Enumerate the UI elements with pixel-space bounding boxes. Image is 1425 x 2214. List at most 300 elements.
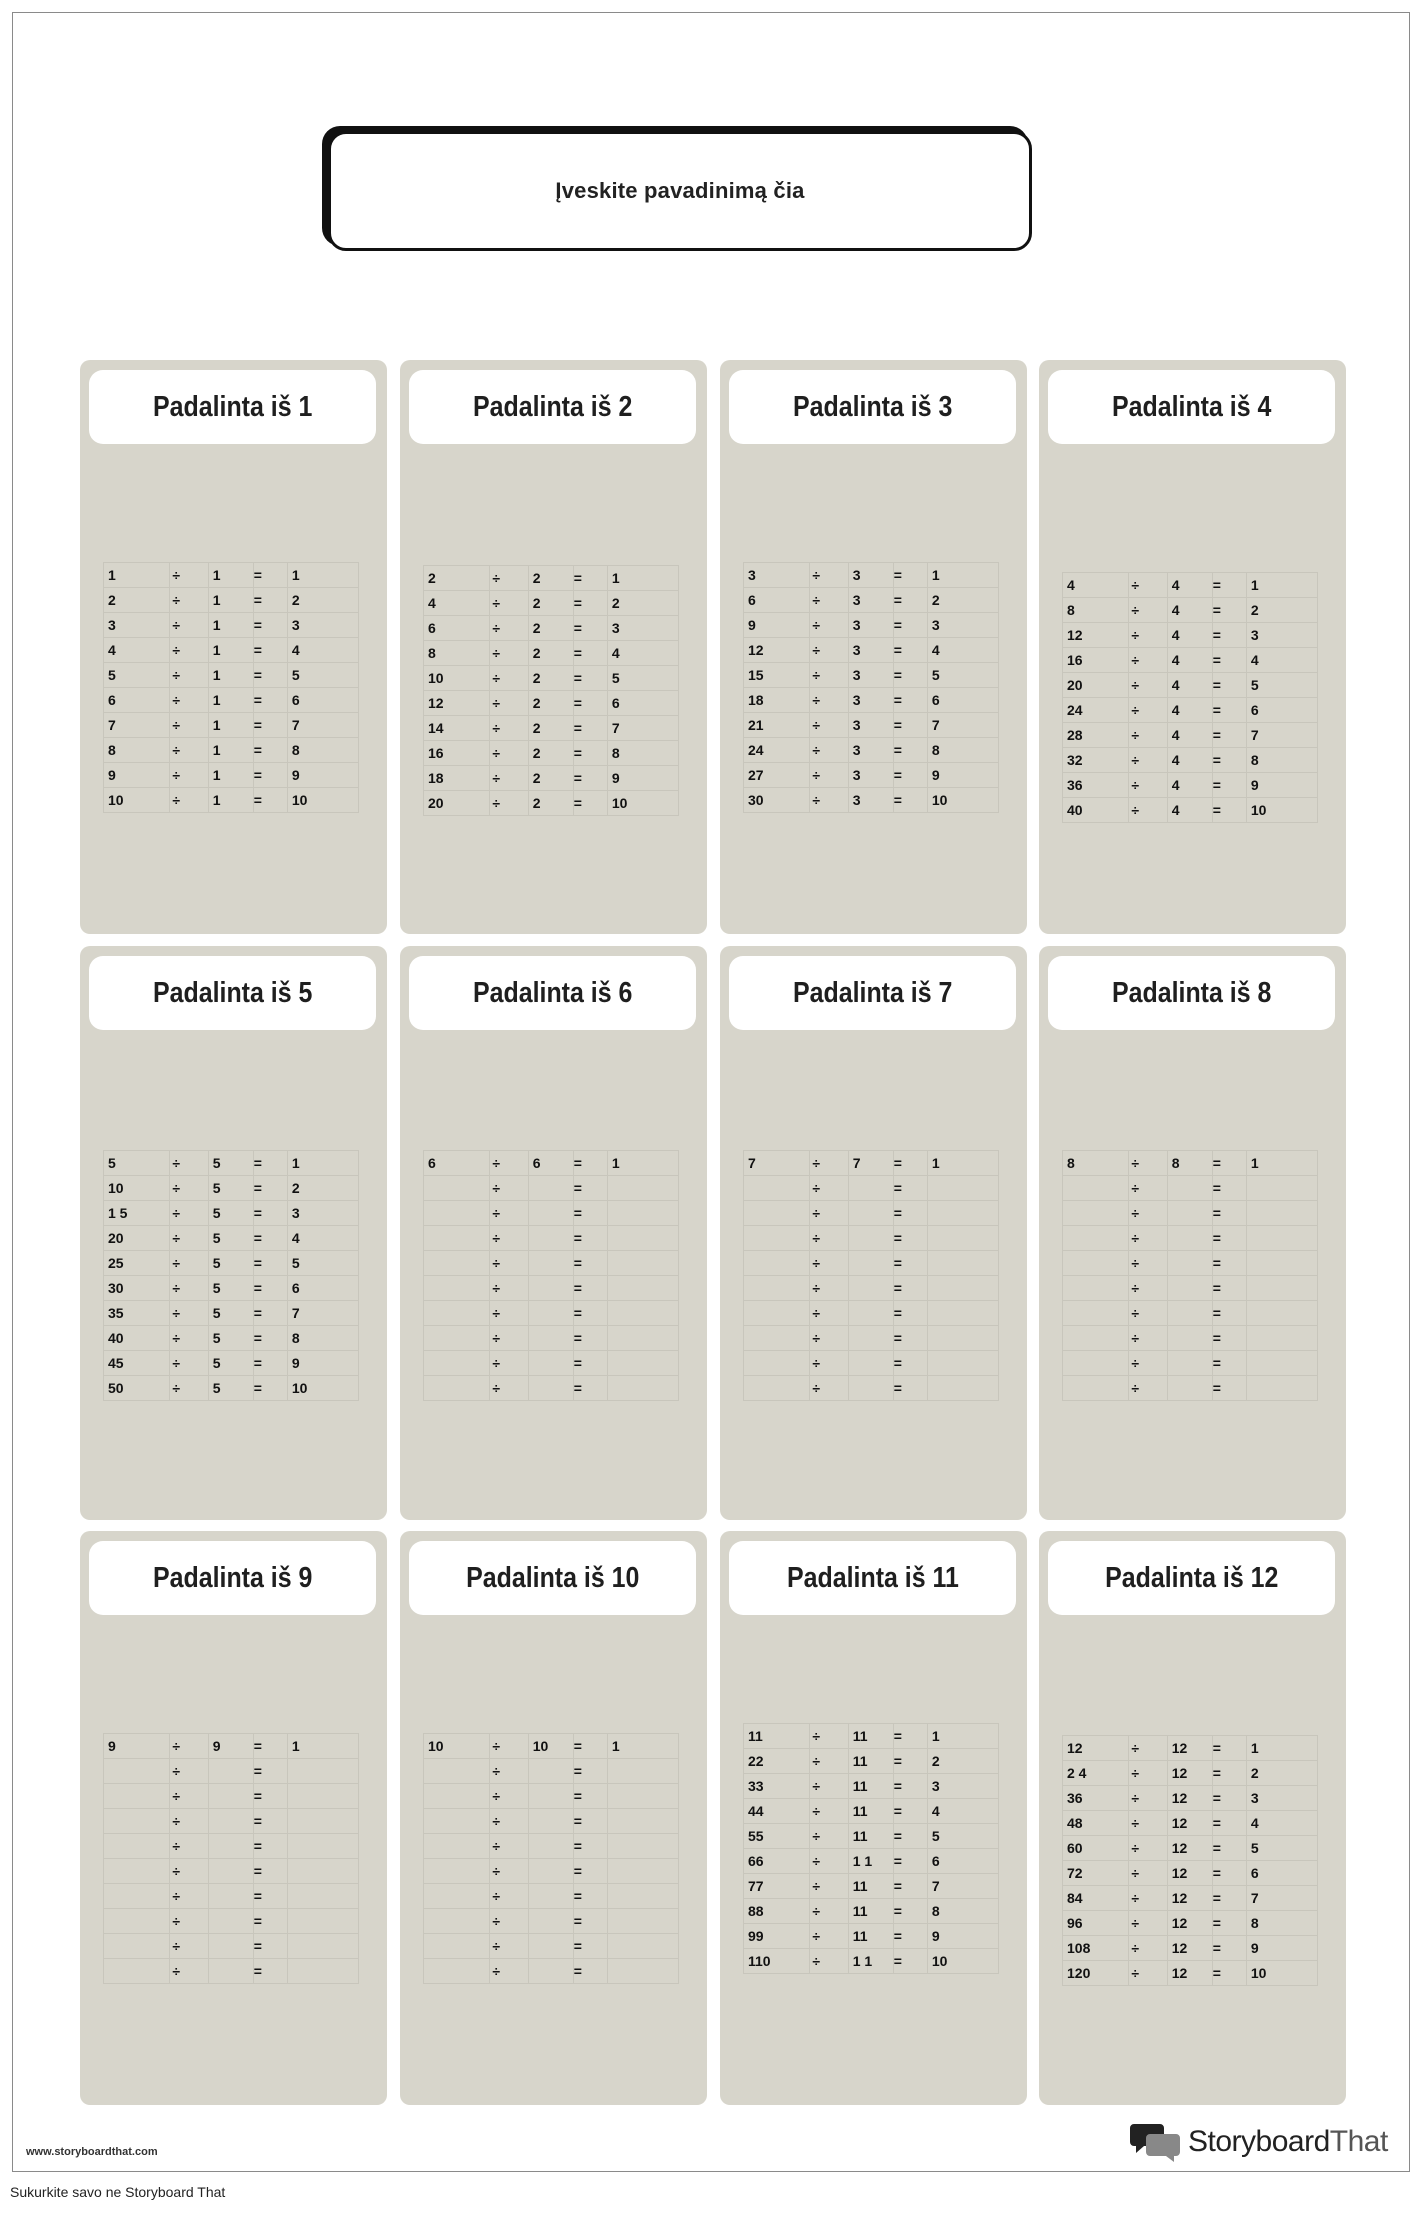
dividend-cell[interactable] [744, 1251, 810, 1276]
card-title[interactable]: Padalinta iš 12 [1104, 1561, 1279, 1594]
divisor-cell[interactable]: 4 [1167, 698, 1212, 723]
dividend-cell[interactable] [104, 1909, 170, 1934]
divisor-cell[interactable]: 8 [1167, 1151, 1212, 1176]
quotient-cell[interactable] [607, 1934, 678, 1959]
dividend-cell[interactable]: 45 [104, 1351, 170, 1376]
card-header[interactable] [729, 956, 1016, 1030]
dividend-cell[interactable]: 9 [104, 763, 170, 788]
divisor-cell[interactable] [848, 1326, 893, 1351]
quotient-cell[interactable]: 10 [927, 788, 998, 813]
dividend-cell[interactable]: 10 [424, 1734, 490, 1759]
divisor-cell[interactable]: 4 [1167, 723, 1212, 748]
footer-url[interactable]: www.storyboardthat.com [26, 2146, 158, 2158]
dividend-cell[interactable] [424, 1301, 490, 1326]
dividend-cell[interactable]: 22 [744, 1749, 810, 1774]
dividend-cell[interactable]: 66 [744, 1849, 810, 1874]
quotient-cell[interactable]: 9 [287, 1351, 358, 1376]
dividend-cell[interactable]: 20 [1063, 673, 1129, 698]
dividend-cell[interactable]: 21 [744, 713, 810, 738]
dividend-cell[interactable]: 6 [424, 1151, 490, 1176]
divisor-cell[interactable] [528, 1326, 573, 1351]
divisor-cell[interactable] [208, 1859, 253, 1884]
storyboardthat-logo[interactable] [1130, 2122, 1388, 2162]
dividend-cell[interactable] [424, 1909, 490, 1934]
dividend-cell[interactable]: 48 [1063, 1811, 1129, 1836]
card-header[interactable] [729, 370, 1016, 444]
divisor-cell[interactable]: 3 [848, 788, 893, 813]
divisor-cell[interactable] [528, 1784, 573, 1809]
card-title[interactable]: Padalinta iš 8 [1111, 976, 1272, 1009]
dividend-cell[interactable]: 18 [744, 688, 810, 713]
dividend-cell[interactable] [744, 1226, 810, 1251]
quotient-cell[interactable] [927, 1351, 998, 1376]
divisor-cell[interactable]: 1 [208, 588, 253, 613]
divisor-cell[interactable]: 12 [1167, 1911, 1212, 1936]
dividend-cell[interactable]: 36 [1063, 773, 1129, 798]
dividend-cell[interactable]: 12 [424, 691, 490, 716]
dividend-cell[interactable]: 8 [1063, 1151, 1129, 1176]
quotient-cell[interactable] [1246, 1176, 1317, 1201]
card-header[interactable] [729, 1541, 1016, 1615]
divisor-cell[interactable] [848, 1201, 893, 1226]
dividend-cell[interactable] [744, 1176, 810, 1201]
divisor-cell[interactable]: 11 [848, 1724, 893, 1749]
quotient-cell[interactable] [607, 1909, 678, 1934]
divisor-cell[interactable] [528, 1201, 573, 1226]
quotient-cell[interactable]: 4 [607, 641, 678, 666]
divisor-cell[interactable]: 3 [848, 638, 893, 663]
quotient-cell[interactable]: 3 [287, 613, 358, 638]
dividend-cell[interactable] [104, 1784, 170, 1809]
divisor-cell[interactable] [1167, 1326, 1212, 1351]
dividend-cell[interactable]: 8 [424, 641, 490, 666]
quotient-cell[interactable]: 2 [927, 1749, 998, 1774]
quotient-cell[interactable]: 7 [927, 713, 998, 738]
divisor-cell[interactable] [848, 1376, 893, 1401]
divisor-cell[interactable]: 5 [208, 1226, 253, 1251]
dividend-cell[interactable]: 36 [1063, 1786, 1129, 1811]
dividend-cell[interactable]: 3 [104, 613, 170, 638]
dividend-cell[interactable]: 40 [1063, 798, 1129, 823]
quotient-cell[interactable]: 1 [607, 1734, 678, 1759]
dividend-cell[interactable] [424, 1934, 490, 1959]
divisor-cell[interactable]: 11 [848, 1774, 893, 1799]
quotient-cell[interactable]: 1 [927, 1724, 998, 1749]
dividend-cell[interactable]: 40 [104, 1326, 170, 1351]
divisor-cell[interactable]: 3 [848, 763, 893, 788]
card-title[interactable]: Padalinta iš 9 [152, 1561, 313, 1594]
quotient-cell[interactable] [607, 1784, 678, 1809]
dividend-cell[interactable]: 12 [744, 638, 810, 663]
divisor-cell[interactable]: 12 [1167, 1736, 1212, 1761]
dividend-cell[interactable]: 5 [104, 1151, 170, 1176]
divisor-cell[interactable]: 4 [1167, 573, 1212, 598]
dividend-cell[interactable]: 96 [1063, 1911, 1129, 1936]
divisor-cell[interactable]: 12 [1167, 1761, 1212, 1786]
quotient-cell[interactable] [927, 1226, 998, 1251]
divisor-cell[interactable]: 1 [208, 763, 253, 788]
dividend-cell[interactable]: 110 [744, 1949, 810, 1974]
divisor-cell[interactable]: 4 [1167, 748, 1212, 773]
quotient-cell[interactable]: 7 [287, 713, 358, 738]
quotient-cell[interactable] [607, 1251, 678, 1276]
card-title[interactable]: Padalinta iš 4 [1111, 390, 1272, 423]
quotient-cell[interactable]: 8 [287, 1326, 358, 1351]
dividend-cell[interactable] [104, 1834, 170, 1859]
divisor-cell[interactable]: 5 [208, 1351, 253, 1376]
dividend-cell[interactable] [104, 1759, 170, 1784]
dividend-cell[interactable] [1063, 1276, 1129, 1301]
quotient-cell[interactable] [287, 1834, 358, 1859]
dividend-cell[interactable] [424, 1376, 490, 1401]
quotient-cell[interactable]: 3 [607, 616, 678, 641]
dividend-cell[interactable]: 24 [1063, 698, 1129, 723]
dividend-cell[interactable] [744, 1351, 810, 1376]
divisor-cell[interactable]: 11 [848, 1799, 893, 1824]
quotient-cell[interactable] [1246, 1201, 1317, 1226]
divisor-cell[interactable] [528, 1226, 573, 1251]
dividend-cell[interactable]: 16 [1063, 648, 1129, 673]
quotient-cell[interactable] [607, 1226, 678, 1251]
dividend-cell[interactable] [424, 1784, 490, 1809]
dividend-cell[interactable]: 35 [104, 1301, 170, 1326]
quotient-cell[interactable] [287, 1934, 358, 1959]
divisor-cell[interactable] [528, 1959, 573, 1984]
card-header[interactable] [1048, 370, 1335, 444]
quotient-cell[interactable]: 5 [287, 663, 358, 688]
dividend-cell[interactable]: 2 4 [1063, 1761, 1129, 1786]
dividend-cell[interactable]: 10 [424, 666, 490, 691]
dividend-cell[interactable]: 9 [744, 613, 810, 638]
divisor-cell[interactable]: 11 [848, 1749, 893, 1774]
card-title[interactable]: Padalinta iš 1 [152, 390, 313, 423]
quotient-cell[interactable]: 8 [927, 738, 998, 763]
dividend-cell[interactable]: 12 [1063, 1736, 1129, 1761]
divisor-cell[interactable]: 1 [208, 638, 253, 663]
divisor-cell[interactable] [528, 1351, 573, 1376]
divisor-cell[interactable]: 1 [208, 738, 253, 763]
quotient-cell[interactable] [1246, 1251, 1317, 1276]
card-title[interactable]: Padalinta iš 6 [472, 976, 633, 1009]
divisor-cell[interactable] [528, 1859, 573, 1884]
divisor-cell[interactable]: 1 [208, 788, 253, 813]
quotient-cell[interactable]: 3 [1246, 623, 1317, 648]
divisor-cell[interactable]: 4 [1167, 648, 1212, 673]
quotient-cell[interactable] [607, 1859, 678, 1884]
dividend-cell[interactable]: 30 [744, 788, 810, 813]
dividend-cell[interactable]: 4 [424, 591, 490, 616]
dividend-cell[interactable]: 5 [104, 663, 170, 688]
quotient-cell[interactable] [607, 1834, 678, 1859]
divisor-cell[interactable] [528, 1276, 573, 1301]
quotient-cell[interactable]: 10 [287, 1376, 358, 1401]
card-title[interactable]: Padalinta iš 3 [792, 390, 953, 423]
quotient-cell[interactable]: 5 [1246, 673, 1317, 698]
quotient-cell[interactable] [927, 1251, 998, 1276]
footer-cta[interactable]: Sukurkite savo ne Storyboard That [10, 2184, 226, 2200]
divisor-cell[interactable]: 2 [528, 741, 573, 766]
dividend-cell[interactable]: 11 [744, 1724, 810, 1749]
card-header[interactable] [409, 956, 696, 1030]
divisor-cell[interactable] [528, 1909, 573, 1934]
quotient-cell[interactable]: 4 [927, 1799, 998, 1824]
dividend-cell[interactable]: 108 [1063, 1936, 1129, 1961]
card-header[interactable] [409, 1541, 696, 1615]
quotient-cell[interactable] [927, 1276, 998, 1301]
quotient-cell[interactable]: 6 [1246, 1861, 1317, 1886]
divisor-cell[interactable] [1167, 1376, 1212, 1401]
dividend-cell[interactable] [1063, 1176, 1129, 1201]
dividend-cell[interactable]: 2 [104, 588, 170, 613]
quotient-cell[interactable]: 2 [1246, 1761, 1317, 1786]
quotient-cell[interactable] [927, 1201, 998, 1226]
dividend-cell[interactable] [744, 1326, 810, 1351]
dividend-cell[interactable] [424, 1859, 490, 1884]
dividend-cell[interactable] [744, 1376, 810, 1401]
dividend-cell[interactable]: 72 [1063, 1861, 1129, 1886]
quotient-cell[interactable]: 6 [1246, 698, 1317, 723]
dividend-cell[interactable]: 88 [744, 1899, 810, 1924]
dividend-cell[interactable] [424, 1884, 490, 1909]
dividend-cell[interactable] [1063, 1326, 1129, 1351]
divisor-cell[interactable]: 5 [208, 1176, 253, 1201]
quotient-cell[interactable]: 7 [607, 716, 678, 741]
divisor-cell[interactable]: 9 [208, 1734, 253, 1759]
quotient-cell[interactable]: 5 [927, 1824, 998, 1849]
dividend-cell[interactable]: 18 [424, 766, 490, 791]
dividend-cell[interactable] [744, 1276, 810, 1301]
divisor-cell[interactable]: 5 [208, 1376, 253, 1401]
quotient-cell[interactable]: 8 [287, 738, 358, 763]
quotient-cell[interactable] [287, 1909, 358, 1934]
dividend-cell[interactable]: 28 [1063, 723, 1129, 748]
dividend-cell[interactable]: 27 [744, 763, 810, 788]
divisor-cell[interactable]: 5 [208, 1151, 253, 1176]
quotient-cell[interactable] [607, 1809, 678, 1834]
divisor-cell[interactable] [528, 1934, 573, 1959]
quotient-cell[interactable] [287, 1959, 358, 1984]
divisor-cell[interactable]: 4 [1167, 798, 1212, 823]
card-header[interactable] [1048, 1541, 1335, 1615]
dividend-cell[interactable]: 15 [744, 663, 810, 688]
quotient-cell[interactable]: 2 [927, 588, 998, 613]
quotient-cell[interactable]: 3 [927, 1774, 998, 1799]
quotient-cell[interactable]: 1 [927, 563, 998, 588]
dividend-cell[interactable]: 6 [104, 688, 170, 713]
divisor-cell[interactable]: 1 1 [848, 1949, 893, 1974]
divisor-cell[interactable]: 2 [528, 591, 573, 616]
quotient-cell[interactable]: 2 [1246, 598, 1317, 623]
quotient-cell[interactable] [1246, 1301, 1317, 1326]
divisor-cell[interactable]: 2 [528, 641, 573, 666]
divisor-cell[interactable]: 1 [208, 713, 253, 738]
divisor-cell[interactable]: 11 [848, 1874, 893, 1899]
divisor-cell[interactable]: 2 [528, 566, 573, 591]
quotient-cell[interactable]: 1 [1246, 1151, 1317, 1176]
quotient-cell[interactable] [1246, 1276, 1317, 1301]
divisor-cell[interactable] [208, 1959, 253, 1984]
quotient-cell[interactable] [927, 1301, 998, 1326]
dividend-cell[interactable]: 50 [104, 1376, 170, 1401]
divisor-cell[interactable]: 11 [848, 1924, 893, 1949]
divisor-cell[interactable] [848, 1351, 893, 1376]
divisor-cell[interactable] [1167, 1226, 1212, 1251]
quotient-cell[interactable] [1246, 1376, 1317, 1401]
quotient-cell[interactable]: 10 [607, 791, 678, 816]
quotient-cell[interactable]: 5 [927, 663, 998, 688]
divisor-cell[interactable]: 5 [208, 1251, 253, 1276]
divisor-cell[interactable] [528, 1301, 573, 1326]
dividend-cell[interactable] [424, 1201, 490, 1226]
quotient-cell[interactable] [287, 1884, 358, 1909]
divisor-cell[interactable]: 4 [1167, 773, 1212, 798]
divisor-cell[interactable] [1167, 1351, 1212, 1376]
quotient-cell[interactable]: 7 [287, 1301, 358, 1326]
divisor-cell[interactable]: 3 [848, 613, 893, 638]
dividend-cell[interactable]: 77 [744, 1874, 810, 1899]
divisor-cell[interactable] [208, 1809, 253, 1834]
divisor-cell[interactable]: 4 [1167, 673, 1212, 698]
quotient-cell[interactable]: 3 [927, 613, 998, 638]
quotient-cell[interactable] [607, 1276, 678, 1301]
dividend-cell[interactable]: 60 [1063, 1836, 1129, 1861]
dividend-cell[interactable]: 1 5 [104, 1201, 170, 1226]
dividend-cell[interactable]: 1 [104, 563, 170, 588]
quotient-cell[interactable]: 3 [287, 1201, 358, 1226]
divisor-cell[interactable]: 12 [1167, 1886, 1212, 1911]
quotient-cell[interactable]: 1 [927, 1151, 998, 1176]
divisor-cell[interactable]: 1 [208, 613, 253, 638]
dividend-cell[interactable]: 8 [1063, 598, 1129, 623]
dividend-cell[interactable]: 24 [744, 738, 810, 763]
quotient-cell[interactable]: 9 [287, 763, 358, 788]
divisor-cell[interactable]: 3 [848, 588, 893, 613]
dividend-cell[interactable] [1063, 1351, 1129, 1376]
dividend-cell[interactable] [744, 1301, 810, 1326]
divisor-cell[interactable]: 5 [208, 1326, 253, 1351]
dividend-cell[interactable] [424, 1176, 490, 1201]
divisor-cell[interactable]: 6 [528, 1151, 573, 1176]
dividend-cell[interactable] [424, 1251, 490, 1276]
quotient-cell[interactable]: 6 [287, 688, 358, 713]
dividend-cell[interactable]: 84 [1063, 1886, 1129, 1911]
quotient-cell[interactable]: 8 [927, 1899, 998, 1924]
dividend-cell[interactable]: 32 [1063, 748, 1129, 773]
card-title[interactable]: Padalinta iš 2 [472, 390, 633, 423]
divisor-cell[interactable]: 4 [1167, 623, 1212, 648]
card-title[interactable]: Padalinta iš 10 [465, 1561, 640, 1594]
divisor-cell[interactable]: 5 [208, 1276, 253, 1301]
dividend-cell[interactable]: 10 [104, 1176, 170, 1201]
quotient-cell[interactable] [607, 1351, 678, 1376]
divisor-cell[interactable]: 12 [1167, 1936, 1212, 1961]
dividend-cell[interactable]: 99 [744, 1924, 810, 1949]
dividend-cell[interactable] [424, 1351, 490, 1376]
dividend-cell[interactable]: 120 [1063, 1961, 1129, 1986]
divisor-cell[interactable] [528, 1834, 573, 1859]
dividend-cell[interactable]: 9 [104, 1734, 170, 1759]
dividend-cell[interactable]: 10 [104, 788, 170, 813]
dividend-cell[interactable]: 12 [1063, 623, 1129, 648]
quotient-cell[interactable] [607, 1301, 678, 1326]
quotient-cell[interactable] [927, 1376, 998, 1401]
divisor-cell[interactable] [1167, 1251, 1212, 1276]
dividend-cell[interactable] [424, 1276, 490, 1301]
card-title[interactable]: Padalinta iš 11 [786, 1561, 959, 1594]
quotient-cell[interactable]: 9 [1246, 1936, 1317, 1961]
dividend-cell[interactable]: 6 [424, 616, 490, 641]
divisor-cell[interactable] [208, 1759, 253, 1784]
quotient-cell[interactable]: 5 [287, 1251, 358, 1276]
divisor-cell[interactable] [1167, 1301, 1212, 1326]
divisor-cell[interactable]: 12 [1167, 1836, 1212, 1861]
card-title[interactable]: Padalinta iš 5 [152, 976, 313, 1009]
card-header[interactable] [89, 956, 376, 1030]
card-header[interactable] [1048, 956, 1335, 1030]
quotient-cell[interactable]: 9 [927, 763, 998, 788]
card-title[interactable]: Padalinta iš 7 [792, 976, 953, 1009]
quotient-cell[interactable]: 4 [1246, 648, 1317, 673]
dividend-cell[interactable] [104, 1859, 170, 1884]
dividend-cell[interactable] [104, 1934, 170, 1959]
quotient-cell[interactable] [607, 1759, 678, 1784]
divisor-cell[interactable]: 3 [848, 713, 893, 738]
quotient-cell[interactable]: 2 [287, 1176, 358, 1201]
divisor-cell[interactable]: 2 [528, 691, 573, 716]
title-placeholder[interactable]: Įveskite pavadinimą čia [555, 178, 805, 203]
divisor-cell[interactable] [848, 1301, 893, 1326]
dividend-cell[interactable] [1063, 1226, 1129, 1251]
dividend-cell[interactable] [1063, 1201, 1129, 1226]
quotient-cell[interactable]: 6 [607, 691, 678, 716]
dividend-cell[interactable] [424, 1326, 490, 1351]
divisor-cell[interactable] [208, 1934, 253, 1959]
divisor-cell[interactable] [848, 1276, 893, 1301]
dividend-cell[interactable]: 14 [424, 716, 490, 741]
dividend-cell[interactable]: 20 [424, 791, 490, 816]
dividend-cell[interactable] [104, 1884, 170, 1909]
dividend-cell[interactable] [424, 1834, 490, 1859]
quotient-cell[interactable]: 1 [1246, 1736, 1317, 1761]
quotient-cell[interactable] [927, 1326, 998, 1351]
divisor-cell[interactable] [848, 1226, 893, 1251]
divisor-cell[interactable]: 2 [528, 616, 573, 641]
divisor-cell[interactable]: 12 [1167, 1786, 1212, 1811]
quotient-cell[interactable]: 1 [287, 1734, 358, 1759]
quotient-cell[interactable] [607, 1959, 678, 1984]
dividend-cell[interactable]: 7 [104, 713, 170, 738]
dividend-cell[interactable]: 16 [424, 741, 490, 766]
dividend-cell[interactable]: 20 [104, 1226, 170, 1251]
divisor-cell[interactable] [208, 1784, 253, 1809]
dividend-cell[interactable]: 6 [744, 588, 810, 613]
dividend-cell[interactable] [424, 1759, 490, 1784]
divisor-cell[interactable] [1167, 1201, 1212, 1226]
quotient-cell[interactable]: 1 [287, 1151, 358, 1176]
quotient-cell[interactable]: 4 [287, 638, 358, 663]
quotient-cell[interactable]: 10 [287, 788, 358, 813]
divisor-cell[interactable] [1167, 1176, 1212, 1201]
quotient-cell[interactable]: 1 [607, 1151, 678, 1176]
card-header[interactable] [89, 370, 376, 444]
divisor-cell[interactable]: 5 [208, 1201, 253, 1226]
quotient-cell[interactable] [607, 1884, 678, 1909]
divisor-cell[interactable]: 2 [528, 766, 573, 791]
divisor-cell[interactable]: 12 [1167, 1811, 1212, 1836]
dividend-cell[interactable]: 55 [744, 1824, 810, 1849]
divisor-cell[interactable]: 12 [1167, 1961, 1212, 1986]
quotient-cell[interactable] [607, 1201, 678, 1226]
